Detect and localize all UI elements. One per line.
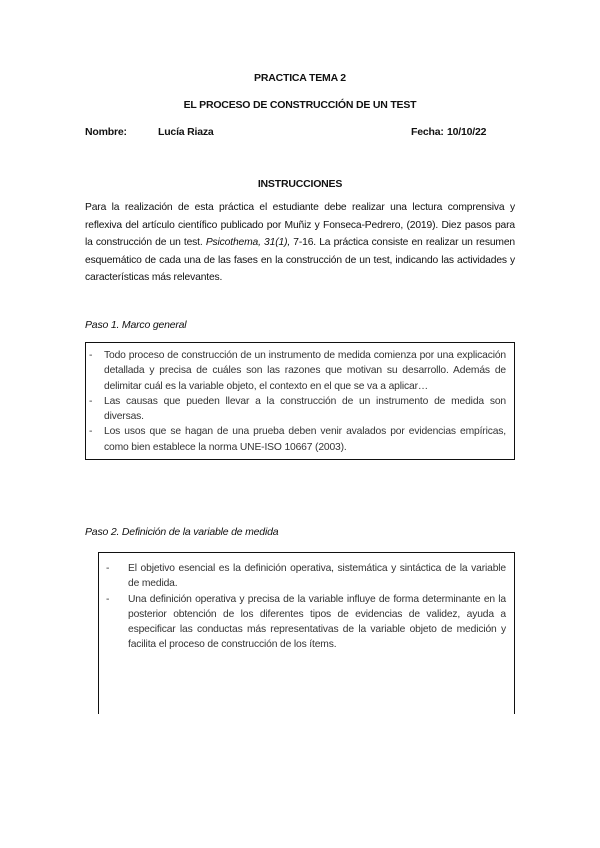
instructions-text-end: 7-16. La práctica consiste en realizar un resumen esquemático de cada una de las fases en la construcción de un test, indicando las actividades y características más relevantes. xyxy=(85,237,515,284)
bullet-dash: - xyxy=(89,426,93,438)
list-item: - Todo proceso de construcción de un instrumento de medida comienza por una explicación detallada y precisa de cuáles son las razones que motivan su desarrollo. Además de delimitar cuál es la variable objeto, el contexto en el que se va a aplicar… xyxy=(89,350,506,392)
name-label: Nombre: xyxy=(85,126,127,138)
bullet-dash: - xyxy=(89,350,93,361)
name-value: Lucía Riaza xyxy=(158,126,214,138)
bullet-dash: - xyxy=(106,563,110,574)
journal-name: Psicothema, 31(1), xyxy=(205,237,291,249)
step-2-box xyxy=(98,552,515,714)
list-item: - Una definición operativa y precisa de la variable influye de forma determinante en la posterior obtención de los diferentes tipos de evidencias de validez, ayuda a especificar las conductas más representativas de la variable objeto de medición y facilita el proceso de construcción de los ítems. xyxy=(106,593,506,651)
bullet-dash: - xyxy=(89,395,93,407)
document-subtitle: EL PROCESO DE CONSTRUCCIÓN DE UN TEST xyxy=(183,99,417,111)
step-1-list xyxy=(86,343,514,455)
practice-title: PRACTICA TEMA 2 xyxy=(254,72,346,84)
step-1-title: Paso 1. Marco general xyxy=(85,319,187,331)
step-2-list xyxy=(99,553,514,653)
bullet-dash: - xyxy=(106,593,110,605)
instructions-text-start: Para la realización de esta práctica el estudiante debe realizar una lectura comprensiva y reflexiva del artículo científico publicado por Muñiz y Fonseca-Pedrero, (2019). Diez pasos para la construcción de un test. xyxy=(85,202,515,249)
list-item: - Las causas que pueden llevar a la construcción de un instrumento de medida son diversas. xyxy=(89,395,506,423)
date-label: Fecha: xyxy=(411,126,444,138)
list-item: - Los usos que se hagan de una prueba deben venir avalados por evidencias empíricas, como bien establece la norma UNE-ISO 10667 (2003). xyxy=(89,426,506,453)
date-value: 10/10/22 xyxy=(447,126,487,138)
step-2-title: Paso 2. Definición de la variable de medida xyxy=(85,526,279,538)
instructions-heading: INSTRUCCIONES xyxy=(257,178,343,190)
step-1-box xyxy=(85,342,515,460)
list-item: - El objetivo esencial es la definición operativa, sistemática y sintáctica de la variable de medida. xyxy=(106,563,506,590)
instructions-paragraph xyxy=(85,199,515,287)
